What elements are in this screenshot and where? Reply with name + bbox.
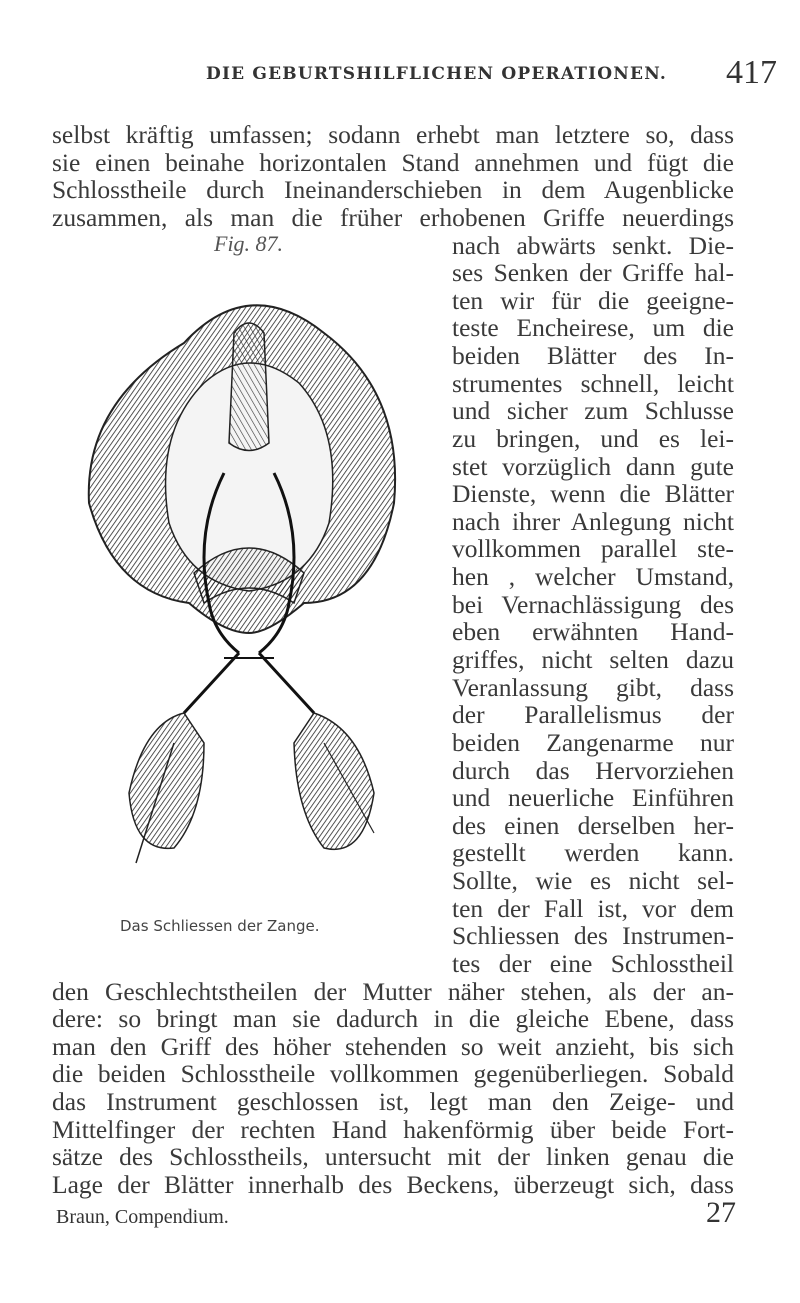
figure-illustration [74,239,424,907]
text-line: Schlosstheile durch Ineinanderschieben in dem Augenblicke [52,175,734,204]
text-line: zu bringen, und es lei- [452,424,734,453]
text-line: beiden Zangenarme nur [452,728,734,757]
figure-caption: Das Schliessen der Zange. [120,917,320,935]
text-line: teste Encheirese, um die [452,313,734,342]
text-line: eben erwähnten Hand- [452,617,734,646]
figure-label: Fig. 87. [214,231,284,256]
text-line: tes der eine Schlosstheil [452,949,734,978]
text-line: und neuerliche Einführen [452,783,734,812]
footer-signature: Braun, Compendium. [56,1206,229,1228]
text-line: der Parallelismus der [452,700,734,729]
text-line: das Instrument geschlossen ist, legt man den Zeige- und [52,1087,734,1116]
running-title: DIE GEBURTSHILFLICHEN OPERATIONEN. [206,64,667,84]
text-line: stet vorzüglich dann gute [452,452,734,481]
text-line: nach abwärts senkt. Die- [452,231,734,260]
text-line: durch das Hervorziehen [452,756,734,785]
forceps-pelvis-illustration [74,239,424,907]
text-line: dere: so bringt man sie dadurch in die gleiche Ebene, dass [52,1004,734,1033]
text-line: Lage der Blätter innerhalb des Beckens, überzeugt sich, dass [52,1170,734,1199]
text-line: Mittelfinger der rechten Hand hakenförmig über beide Fort- [52,1115,734,1144]
text-line: sätze des Schlosstheils, untersucht mit der linken genau die [52,1142,734,1171]
text-line: selbst kräftig umfassen; sodann erhebt man letztere so, dass [52,120,734,149]
text-line: gestellt werden kann. [452,838,734,867]
page-number: 417 [726,54,777,91]
text-line: ten wir für die geeigne- [452,286,734,315]
text-line: Veranlassung gibt, dass [452,673,734,702]
text-line: sie einen beinahe horizontalen Stand annehmen und fügt die [52,148,734,177]
text-line: Schliessen des Instrumen- [452,921,734,950]
text-line: griffes, nicht selten dazu [452,645,734,674]
text-line: den Geschlechtstheilen der Mutter näher stehen, als der an- [52,977,734,1006]
text-line: und sicher zum Schlusse [452,396,734,425]
text-line: man den Griff des höher stehenden so weit anzieht, bis sich [52,1032,734,1061]
text-line: hen , welcher Umstand, [452,562,734,591]
text-line: bei Vernachlässigung des [452,590,734,619]
text-line: vollkommen parallel ste- [452,534,734,563]
text-line: Sollte, wie es nicht sel- [452,866,734,895]
text-line: strumentes schnell, leicht [452,369,734,398]
text-line: ten der Fall ist, vor dem [452,894,734,923]
signature-mark: 27 [706,1196,736,1229]
text-line: zusammen, als man die früher erhobenen Griffe neuerdings [52,203,734,232]
text-line: des einen derselben her- [452,811,734,840]
text-line: nach ihrer Anlegung nicht [452,507,734,536]
text-line: Dienste, wenn die Blätter [452,479,734,508]
text-line: beiden Blätter des In- [452,341,734,370]
text-line: die beiden Schlosstheile vollkommen gegenüberliegen. Sobald [52,1059,734,1088]
text-line: ses Senken der Griffe hal- [452,258,734,287]
running-header [0,54,800,102]
